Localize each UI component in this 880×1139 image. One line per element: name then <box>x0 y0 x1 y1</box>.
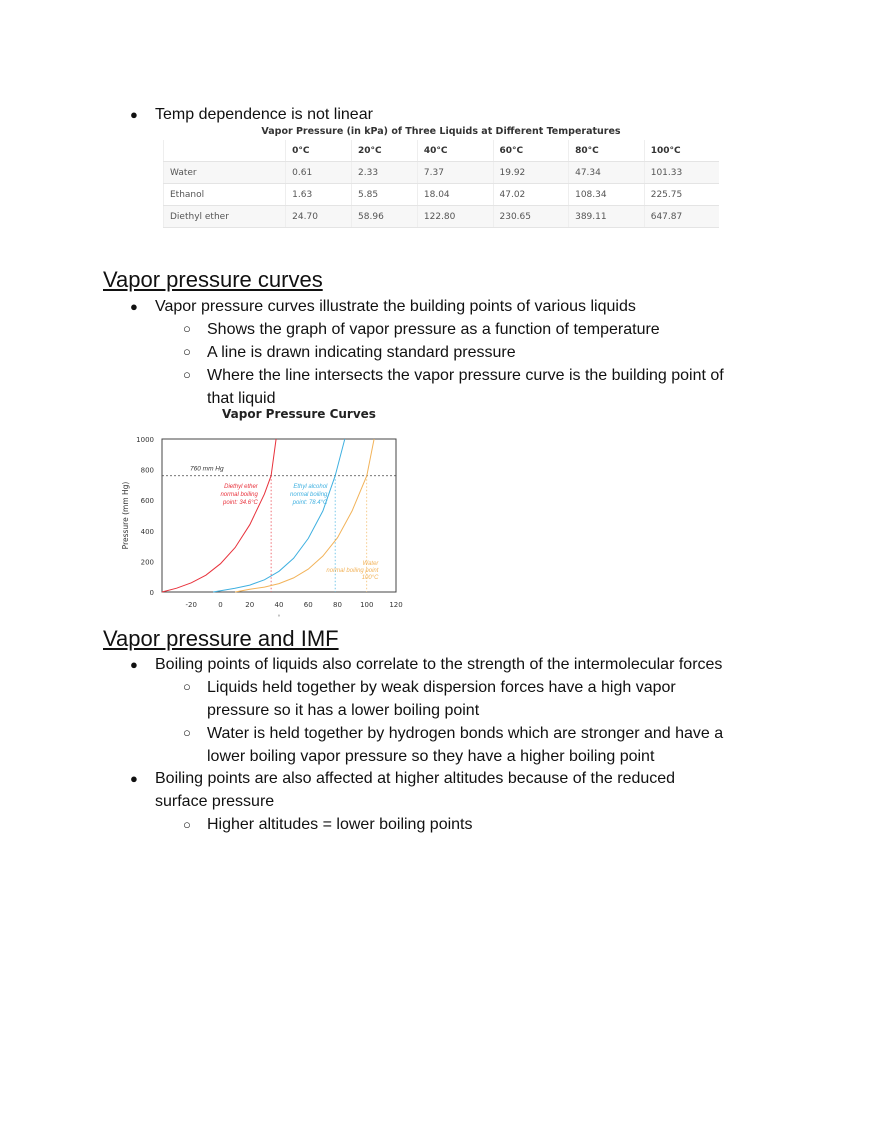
y-tick-label: 800 <box>140 466 154 475</box>
series-annotation: Diethyl ether <box>224 484 258 490</box>
section-heading: Vapor pressure and IMF <box>103 626 339 651</box>
bullet-text: surface pressure <box>155 793 275 810</box>
series-annotation: Ethyl alcohol <box>293 484 328 490</box>
table-title: Vapor Pressure (in kPa) of Three Liquids at Different Temperatures <box>261 126 621 137</box>
sub-bullet-icon: ○ <box>183 679 191 694</box>
table-cell: Diethyl ether <box>164 206 286 228</box>
table-cell: 122.80 <box>417 206 493 228</box>
x-tick-label: -20 <box>185 601 197 609</box>
table-cell: 389.11 <box>569 206 645 228</box>
x-tick-label: 40 <box>274 601 284 609</box>
bullet-text: Boiling points are also affected at higher altitudes because of the reduced <box>155 770 676 787</box>
section-heading: Vapor pressure curves <box>103 267 323 292</box>
y-tick-label: 0 <box>149 589 154 597</box>
table-cell: 0.61 <box>286 162 352 184</box>
bullet-text: Temp dependence is not linear <box>155 106 373 123</box>
table-cell: 100°C <box>644 140 719 162</box>
sub-bullet-text: Liquids held together by weak dispersion forces have a high vapor <box>207 679 676 696</box>
table-cell: 47.34 <box>569 162 645 184</box>
table-cell: 1.63 <box>286 184 352 206</box>
table-cell: 230.65 <box>493 206 569 228</box>
sub-bullet-text: Shows the graph of vapor pressure as a function of temperature <box>207 321 660 338</box>
sub-bullet-text: Higher altitudes = lower boiling points <box>207 816 473 833</box>
table-row <box>164 184 720 206</box>
table-cell: Water <box>164 162 286 184</box>
x-tick-label: 100 <box>360 601 374 609</box>
table-row <box>164 206 720 228</box>
y-tick-label: 600 <box>140 497 154 506</box>
y-axis-label: Pressure (mm Hg) <box>121 481 130 550</box>
sub-bullet-text: Water is held together by hydrogen bonds which are stronger and have a <box>207 725 724 742</box>
table-cell: 80°C <box>569 140 645 162</box>
series-annotation: normal boiling point <box>326 568 379 574</box>
sub-bullet-text: that liquid <box>207 390 276 407</box>
table-cell: 18.04 <box>417 184 493 206</box>
table-cell: 647.87 <box>644 206 719 228</box>
sub-bullet-icon: ○ <box>183 725 191 740</box>
series-line-diethyl-ether <box>162 439 276 592</box>
sub-bullet-icon: ○ <box>183 344 191 359</box>
x-tick-label: 20 <box>245 601 255 609</box>
series-annotation: normal boiling <box>220 492 258 498</box>
sub-bullet-text: lower boiling vapor pressure so they have a higher boiling point <box>207 748 655 765</box>
bullet-icon: ● <box>130 657 138 672</box>
bullet-text: Vapor pressure curves illustrate the building points of various liquids <box>155 298 636 315</box>
table-cell: 20°C <box>352 140 418 162</box>
sub-bullet-icon: ○ <box>183 321 191 336</box>
series-annotation: normal boiling <box>290 492 328 498</box>
table-cell: 0°C <box>286 140 352 162</box>
sub-bullet-icon: ○ <box>183 367 191 382</box>
table-cell: 101.33 <box>644 162 719 184</box>
table-cell: 7.37 <box>417 162 493 184</box>
table-row <box>164 162 720 184</box>
vapor-pressure-table <box>163 126 719 228</box>
x-tick-label: 60 <box>303 601 313 609</box>
sub-bullet-icon: ○ <box>183 817 191 832</box>
table-cell: 24.70 <box>286 206 352 228</box>
x-tick-label: 80 <box>333 601 342 609</box>
sub-bullet-text: Where the line intersects the vapor pressure curve is the building point of <box>207 367 724 384</box>
y-tick-label: 400 <box>140 527 154 536</box>
vapor-pressure-chart <box>110 405 410 620</box>
sub-bullet-text: A line is drawn indicating standard pressure <box>207 344 516 361</box>
table-cell: 19.92 <box>493 162 569 184</box>
table-cell: 58.96 <box>352 206 418 228</box>
table-cell: Ethanol <box>164 184 286 206</box>
y-tick-label: 1000 <box>136 436 154 444</box>
table-cell: 60°C <box>493 140 569 162</box>
reference-line-label: 760 mm Hg <box>190 465 224 473</box>
series-annotation: Water <box>362 561 379 567</box>
series-line-ethyl-alcohol <box>213 439 345 592</box>
table-cell: 47.02 <box>493 184 569 206</box>
table-cell: 108.34 <box>569 184 645 206</box>
table-cell: 40°C <box>417 140 493 162</box>
x-tick-label: 0 <box>218 601 223 609</box>
x-axis-label: ° <box>277 615 281 620</box>
bullet-text: Boiling points of liquids also correlate to the strength of the intermolecular forces <box>155 656 723 673</box>
bullet-icon: ● <box>130 771 138 786</box>
series-annotation: point: 34.6°C <box>223 500 258 506</box>
series-annotation: point: 78.4°C <box>292 500 328 506</box>
table-header-row <box>164 140 720 162</box>
table-cell: 2.33 <box>352 162 418 184</box>
bullet-icon: ● <box>130 107 138 122</box>
table-cell: 225.75 <box>644 184 719 206</box>
sub-bullet-text: pressure so it has a lower boiling point <box>207 702 480 719</box>
table-cell <box>164 140 286 162</box>
chart-title: Vapor Pressure Curves <box>222 407 376 421</box>
y-tick-label: 200 <box>140 558 154 567</box>
table-cell: 5.85 <box>352 184 418 206</box>
series-annotation: 100°C <box>361 575 379 581</box>
x-tick-label: 120 <box>389 601 403 609</box>
bullet-icon: ● <box>130 299 138 314</box>
